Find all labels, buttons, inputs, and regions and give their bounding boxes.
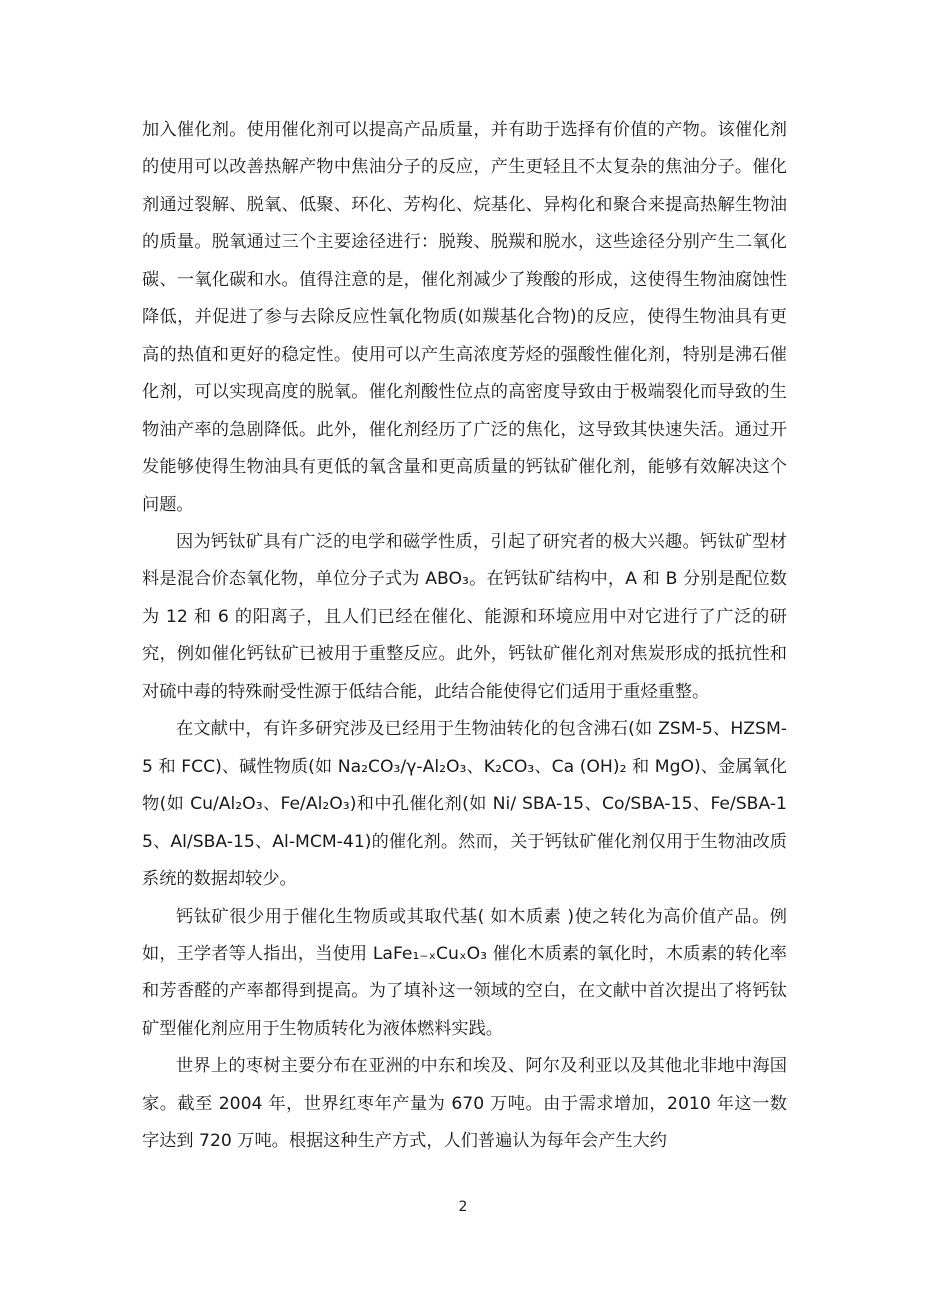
paragraph-literature-catalysts: 在文献中，有许多研究涉及已经用于生物油转化的包含沸石(如 ZSM-5、HZSM-5 和 FCC)、碱性物质(如 Na₂CO₃/γ-Al₂O₃、K₂CO₃、Ca (OH)₂ 和 MgO)、金属氧化物(如 Cu/Al₂O₃、Fe/Al₂O₃)和中孔催化剂(如 Ni/ SBA-15、Co/SBA-15、Fe/SBA-15、Al/SBA-15、Al-MCM-41)的催化剂。然而，关于钙钛矿催化剂仅用于生物油改质系统的数据却较少。	[142, 719, 787, 890]
paragraph-perovskite-properties: 因为钙钛矿具有广泛的电学和磁学性质，引起了研究者的极大兴趣。钙钛矿型材料是混合价态氧化物，单位分子式为 ABO₃。在钙钛矿结构中，A 和 B 分别是配位数为 12 和 6 的阳离子，且人们已经在催化、能源和环境应用中对它进行了广泛的研究，例如催化钙钛矿已被用于重整反应。此外，钙钛矿催化剂对焦炭形成的抵抗性和对硫中毒的特殊耐受性源于低结合能，此结合能使得它们适用于重烃重整。	[142, 531, 787, 702]
paragraph-perovskite-biomass: 钙钛矿很少用于催化生物质或其取代基( 如木质素 )使之转化为高价值产品。例如，王学者等人指出，当使用 LaFe₁₋ₓCuₓO₃ 催化木质素的氧化时，木质素的转化率和芳香醛的产率都得到提高。为了填补这一领域的空白，在文献中首次提出了将钙钛矿型催化剂应用于生物质转化为液体燃料实践。	[142, 906, 787, 1039]
paragraph-catalyst-continuation: 加入催化剂。使用催化剂可以提高产品质量，并有助于选择有价值的产物。该催化剂的使用可以改善热解产物中焦油分子的反应，产生更轻且不太复杂的焦油分子。催化剂通过裂解、脱氧、低聚、环化、芳构化、烷基化、异构化和聚合来提高热解生物油的质量。脱氧通过三个主要途径进行：脱羧、脱羰和脱水，这些途径分别产生二氧化碳、一氧化碳和水。值得注意的是，催化剂减少了羧酸的形成，这使得生物油腐蚀性降低，并促进了参与去除反应性氧化物质(如羰基化合物)的反应，使得生物油具有更高的热值和更好的稳定性。使用可以产生高浓度芳烃的强酸性催化剂，特别是沸石催化剂，可以实现高度的脱氧。催化剂酸性位点的高密度导致由于极端裂化而导致的生物油产率的急剧降低。此外，催化剂经历了广泛的焦化，这导致其快速失活。通过开发能够使得生物油具有更低的氧含量和更高质量的钙钛矿催化剂，能够有效解决这个问题。	[142, 120, 787, 515]
page-number: 2	[458, 1199, 468, 1215]
body-text	[142, 112, 787, 1161]
paragraph-date-palm: 世界上的枣树主要分布在亚洲的中东和埃及、阿尔及利亚以及其他北非地中海国家。截至 2004 年，世界红枣年产量为 670 万吨。由于需求增加，2010 年这一数字达到 720 万吨。根据这种生产方式，人们普遍认为每年会产生大约	[142, 1056, 787, 1152]
